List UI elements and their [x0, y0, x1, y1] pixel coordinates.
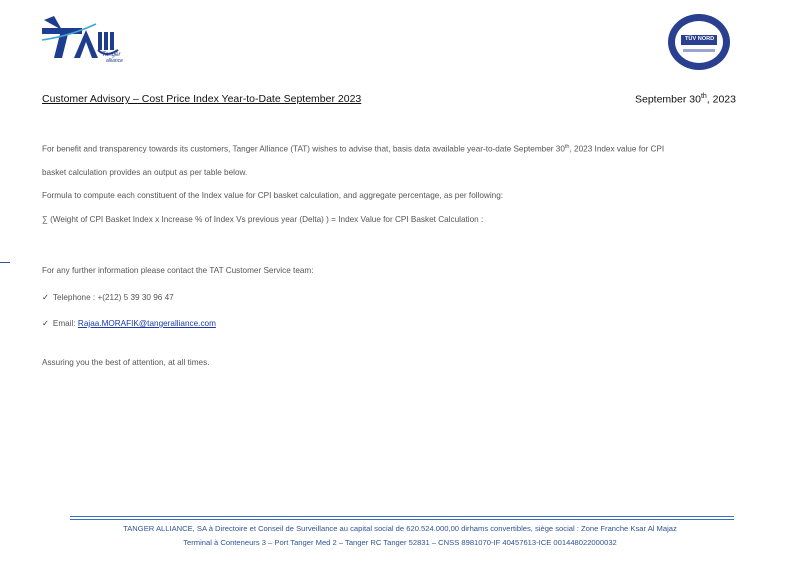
- paragraph-1-line-1: [42, 144, 664, 154]
- telephone-text: Telephone : +(212) 5 39 30 96 47: [52, 293, 174, 302]
- footer-line-1: TANGER ALLIANCE, SA à Directoire et Conseil de Surveillance au capital social de 620.524.000,00 dirhams convertibles, siège social : Zone Franche Ksar Al Majaz: [123, 524, 677, 533]
- logo-text-line1: Tanger: [102, 52, 121, 58]
- date-prefix: September 30: [634, 93, 701, 106]
- footer-divider-bottom: [70, 519, 734, 520]
- para1-text-b: , 2023 Index value for CPI: [569, 144, 665, 154]
- advisory-date: [635, 93, 736, 106]
- para1-text-a: For benefit and transparency towards its customers, Tanger Alliance (TAT) wishes to advise that, basis data available year-to-date September 30: [42, 144, 565, 154]
- date-sup: th: [700, 93, 707, 100]
- tuv-nord-logo: [667, 13, 731, 71]
- date-suffix: , 2023: [706, 93, 736, 106]
- footer-line-2: Terminal à Conteneurs 3 – Port Tanger Med 2 – Tanger RC Tanger 52831 – CNSS 8981070-IF 40457613-ICE 001448022000032: [183, 538, 617, 547]
- tanger-alliance-logo-mark: [40, 14, 140, 66]
- closing-line: Assuring you the best of attention, at all times.: [42, 358, 210, 367]
- formula-intro: Formula to compute each constituent of the Index value for CPI basket calculation, and aggregate percentage, as per following:: [42, 191, 504, 200]
- check-icon: ✓: [42, 293, 49, 302]
- tuv-nord-emblem: [667, 13, 731, 71]
- check-icon: ✓: [42, 319, 49, 328]
- para1-sup: th: [564, 144, 570, 150]
- advisory-subject: Customer Advisory – Cost Price Index Year-to-Date September 2023: [42, 93, 362, 105]
- email-link[interactable]: Rajaa.MORAFIK@tangeralliance.com: [77, 319, 216, 328]
- left-margin-mark: [0, 262, 10, 263]
- paragraph-1-line-2: basket calculation provides an output as per table below.: [42, 168, 248, 177]
- formula: ∑ (Weight of CPI Basket Index x Increase % of Index Vs previous year (Delta) ) = Index Value for CPI Basket Calculation :: [42, 215, 484, 224]
- logo-text-line2: alliance: [106, 58, 123, 64]
- tuv-nord-text: TÜV NORD: [685, 36, 715, 42]
- email-line: [42, 318, 216, 328]
- contact-intro: For any further information please contact the TAT Customer Service team:: [42, 266, 314, 275]
- email-label: Email:: [52, 319, 78, 328]
- telephone-line: [42, 292, 174, 302]
- tanger-alliance-logo: [40, 14, 140, 66]
- footer-divider-top: [70, 516, 734, 517]
